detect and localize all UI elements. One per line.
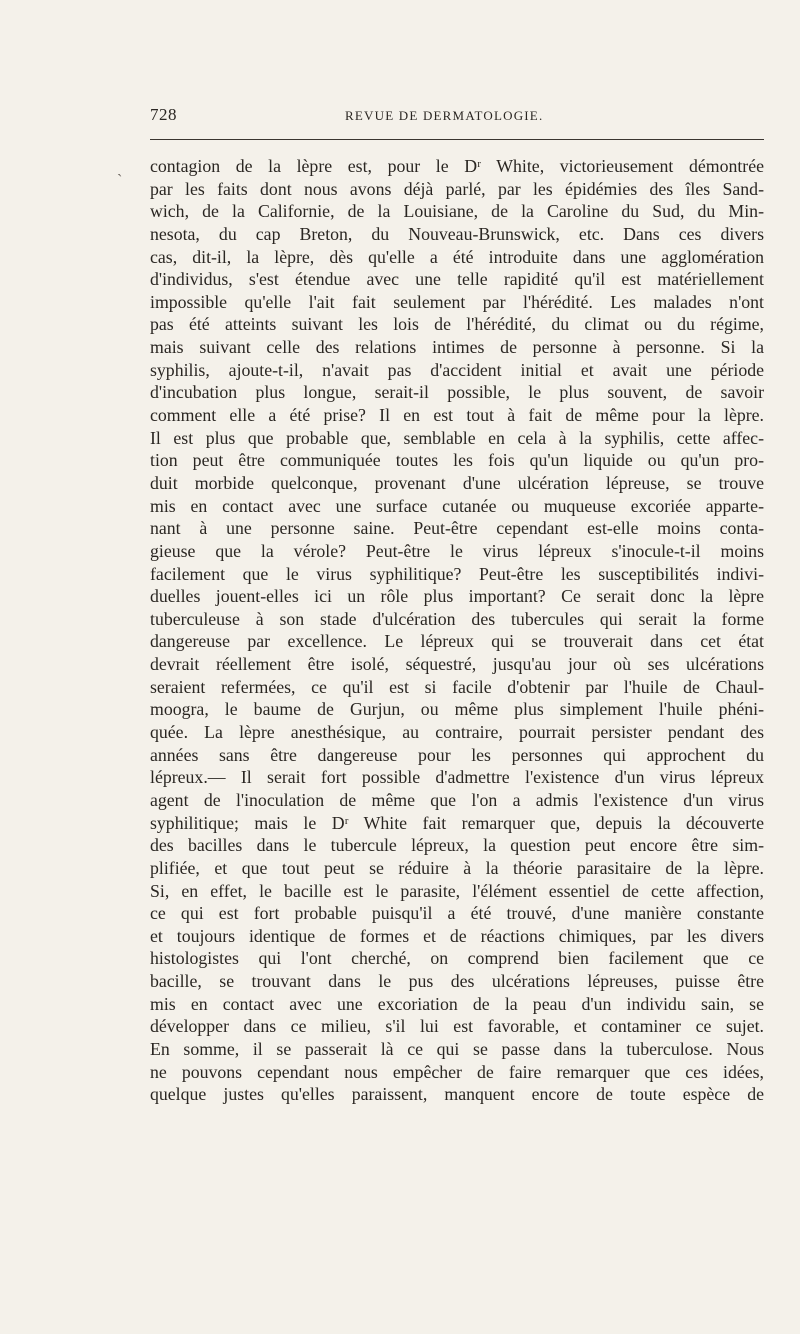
text-line: mais suivant celle des relations intimes de personne à personne. Si la xyxy=(150,337,764,358)
text-line: mis en contact avec une excoriation de la peau d'un individu sain, se xyxy=(150,993,764,1014)
margin-mark: ˏ xyxy=(117,160,123,177)
text-line: devrait réellement être isolé, séquestré, jusqu'au jour où ses ulcérations xyxy=(150,654,764,675)
text-line: d'individus, s'est étendue avec une telle rapidité qu'il est matériellement xyxy=(150,269,764,290)
text-line: années sans être dangereuse pour les personnes qui approchent du xyxy=(150,744,764,765)
text-line: ce qui est fort probable puisqu'il a été trouvé, d'une manière constante xyxy=(150,903,764,924)
text-line: par les faits dont nous avons déjà parlé, par les épidémies des îles Sand- xyxy=(150,178,764,199)
text-line: gieuse que la vérole? Peut-être le virus lépreux s'inocule-t-il moins xyxy=(150,540,764,561)
text-line: contagion de la lèpre est, pour le Dʳ White, victorieusement démontrée xyxy=(150,156,764,176)
text-line: tion peut être communiquée toutes les fois qu'un liquide ou qu'un pro- xyxy=(150,450,764,471)
text-line: Il est plus que probable que, semblable en cela à la syphilis, cette affec- xyxy=(150,427,764,448)
text-line: bacille, se trouvant dans le pus des ulcérations lépreuses, puisse être xyxy=(150,971,764,992)
text-line: nesota, du cap Breton, du Nouveau-Brunswick, etc. Dans ces divers xyxy=(150,223,764,244)
text-line: moogra, le baume de Gurjun, ou même plus simplement l'huile phéni- xyxy=(150,699,764,720)
body-text xyxy=(150,155,764,1106)
text-line: nant à une personne saine. Peut-être cependant est-elle moins conta- xyxy=(150,518,764,539)
text-line: d'incubation plus longue, serait-il possible, le plus souvent, de savoir xyxy=(150,382,764,403)
text-line: plifiée, et que tout peut se réduire à la théorie parasitaire de la lèpre. xyxy=(150,857,764,878)
text-line: Si, en effet, le bacille est le parasite, l'élément essentiel de cette affection, xyxy=(150,880,764,901)
text-line: quelque justes qu'elles paraissent, manquent encore de toute espèce de xyxy=(150,1084,764,1105)
text-line: seraient refermées, ce qu'il est si facile d'obtenir par l'huile de Chaul- xyxy=(150,676,764,697)
running-title: REVUE DE DERMATOLOGIE. xyxy=(345,108,544,123)
text-line: agent de l'inoculation de même que l'on a admis l'existence d'un virus xyxy=(150,789,764,810)
text-line: wich, de la Californie, de la Louisiane, de la Caroline du Sud, du Min- xyxy=(150,201,764,222)
text-line: ne pouvons cependant nous empêcher de faire remarquer que ces idées, xyxy=(150,1061,764,1082)
text-line: et toujours identique de formes et de réactions chimiques, par les divers xyxy=(150,925,764,946)
text-line: quée. La lèpre anesthésique, au contraire, pourrait persister pendant des xyxy=(150,722,764,743)
text-line: histologistes qui l'ont cherché, on comprend bien facilement que ce xyxy=(150,948,764,969)
text-line: duit morbide quelconque, provenant d'une ulcération lépreuse, se trouve xyxy=(150,472,764,493)
text-line: cas, dit-il, la lèpre, dès qu'elle a été introduite dans une agglomération xyxy=(150,246,764,267)
header-rule xyxy=(150,139,764,140)
text-line: tuberculeuse à son stade d'ulcération des tubercules qui serait la forme xyxy=(150,608,764,629)
text-line: En somme, il se passerait là ce qui se passe dans la tuberculose. Nous xyxy=(150,1038,764,1059)
text-line: syphilitique; mais le Dʳ White fait remarquer que, depuis la découverte xyxy=(150,812,764,833)
text-line: duelles jouent-elles ici un rôle plus important? Ce serait donc la lèpre xyxy=(150,586,764,607)
text-line: facilement que le virus syphilitique? Peut-être les susceptibilités indivi- xyxy=(150,563,764,584)
text-line: développer dans ce milieu, s'il lui est favorable, et contaminer ce sujet. xyxy=(150,1016,764,1037)
text-line: comment elle a été prise? Il en est tout à fait de même pour la lèpre. xyxy=(150,405,764,426)
text-line: lépreux.— Il serait fort possible d'admettre l'existence d'un virus lépreux xyxy=(150,767,764,788)
page-number: 728 xyxy=(150,105,177,124)
text-line: impossible qu'elle l'ait fait seulement par l'hérédité. Les malades n'ont xyxy=(150,291,764,312)
text-line: mis en contact avec une surface cutanée ou muqueuse excoriée apparte- xyxy=(150,495,764,516)
text-line: syphilis, ajoute-t-il, n'avait pas d'accident initial et avait une période xyxy=(150,359,764,380)
text-line: dangereuse par excellence. Le lépreux qui se trouverait dans cet état xyxy=(150,631,764,652)
text-line: pas été atteints suivant les lois de l'hérédité, du climat ou du régime, xyxy=(150,314,764,335)
text-line: des bacilles dans le tubercule lépreux, la question peut encore être sim- xyxy=(150,835,764,856)
